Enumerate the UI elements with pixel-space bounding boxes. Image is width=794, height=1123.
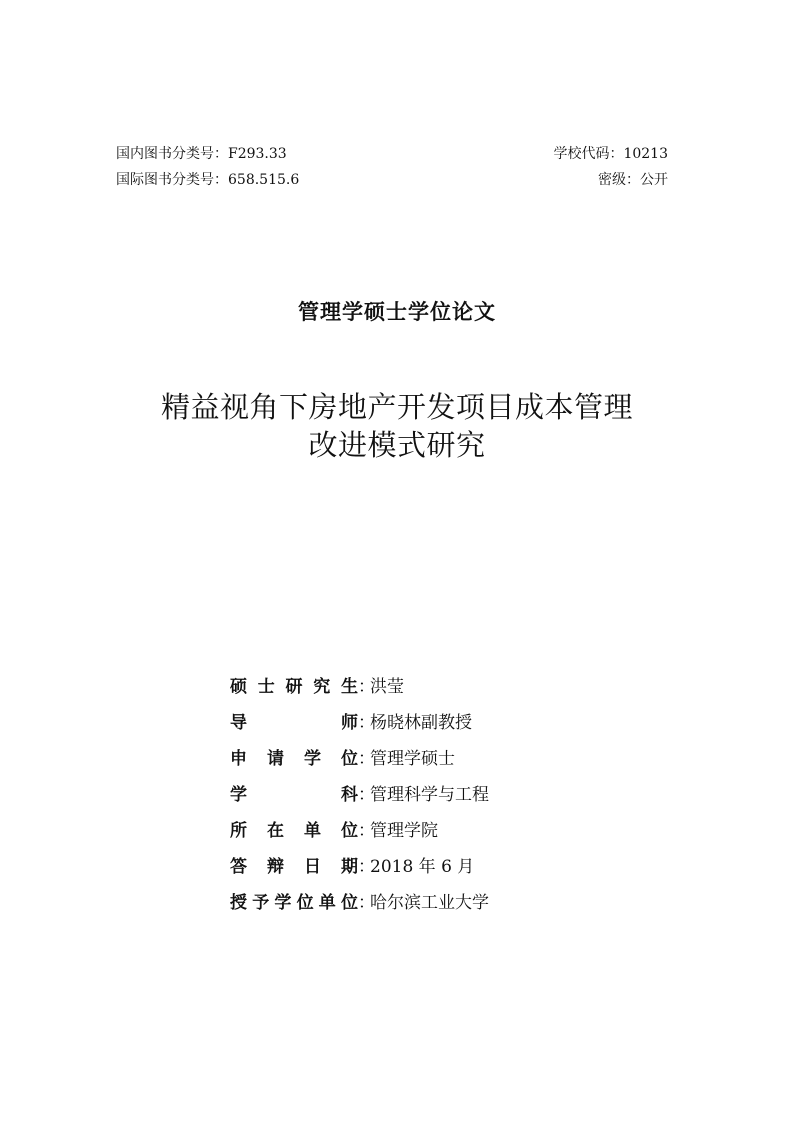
info-label: 答 辩 日 期 xyxy=(230,856,358,877)
info-value: 2018 年 6 月 xyxy=(370,856,475,877)
info-label: 硕 士 研 究 生 xyxy=(230,676,358,697)
info-value: 杨晓林副教授 xyxy=(370,712,472,733)
info-label: 授 予 学 位 单 位 xyxy=(230,892,358,913)
info-label: 所 在 单 位 xyxy=(230,820,358,841)
info-colon: ： xyxy=(358,676,375,697)
secret-level: 密级：公开 xyxy=(598,172,668,188)
info-row-graduate-student xyxy=(230,666,489,702)
info-colon: ： xyxy=(358,820,375,841)
info-colon: ： xyxy=(358,856,375,877)
info-row-supervisor xyxy=(230,702,489,738)
degree-title: 管理学硕士学位论文 xyxy=(298,300,496,324)
info-row-affiliation xyxy=(230,810,489,846)
info-value: 哈尔滨工业大学 xyxy=(370,892,489,913)
thesis-title-line-1: 精益视角下房地产开发项目成本管理 xyxy=(160,390,633,424)
thesis-info-block xyxy=(230,666,489,918)
info-label: 导 师 xyxy=(230,712,358,733)
info-label: 申 请 学 位 xyxy=(230,748,358,769)
info-colon: ： xyxy=(358,712,375,733)
info-colon: ： xyxy=(358,748,375,769)
info-value: 管理科学与工程 xyxy=(370,784,489,805)
info-value: 管理学院 xyxy=(370,820,438,841)
info-value: 管理学硕士 xyxy=(370,748,455,769)
school-code: 学校代码：10213 xyxy=(553,146,668,162)
info-row-discipline xyxy=(230,774,489,810)
thesis-title-line-2: 改进模式研究 xyxy=(308,428,486,462)
chinese-classification-number: 国内图书分类号：F293.33 xyxy=(116,146,287,162)
info-colon: ： xyxy=(358,784,375,805)
info-label: 学 科 xyxy=(230,784,358,805)
info-row-defense-date xyxy=(230,846,489,882)
info-colon: ： xyxy=(358,892,375,913)
info-row-degree-granting-institution xyxy=(230,882,489,918)
international-classification-number: 国际图书分类号：658.515.6 xyxy=(116,172,300,188)
info-row-degree-applied xyxy=(230,738,489,774)
info-value: 洪莹 xyxy=(370,676,404,697)
